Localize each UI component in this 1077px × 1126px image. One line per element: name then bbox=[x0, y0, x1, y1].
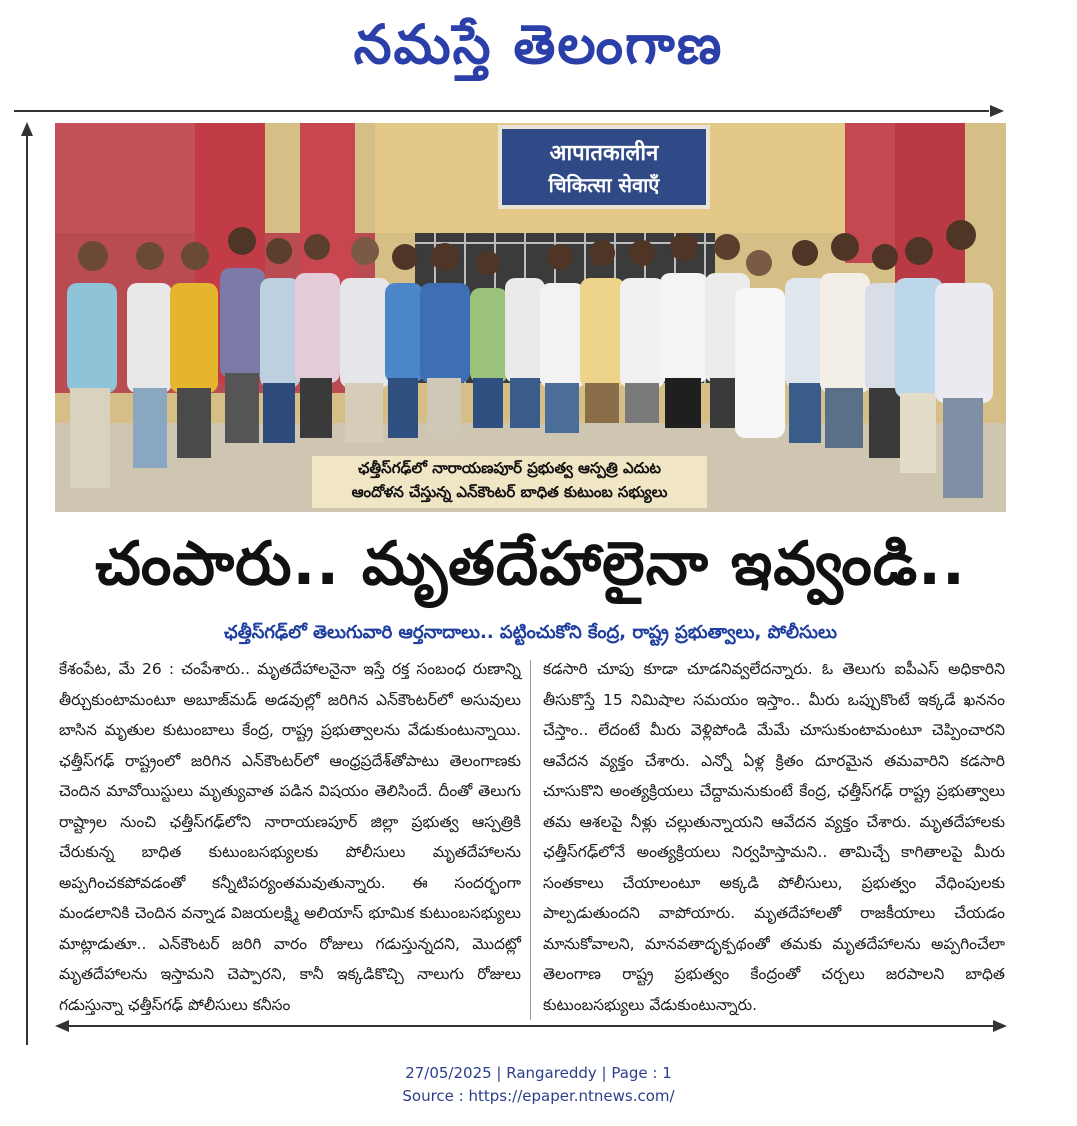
footer-edition-info: 27/05/2025 | Rangareddy | Page : 1 bbox=[405, 1064, 672, 1082]
article-headline: చంపారు.. మృతదేహాలైనా ఇవ్వండి.. bbox=[95, 529, 966, 599]
bottom-rule bbox=[68, 1025, 993, 1027]
article-column-left: కేశంపేట, మే 26 : చంపేశారు.. మృతదేహాలనైనా ఇస్తే రక్త సంబంధ రుణాన్ని తీర్చుకుంటామంటూ అబూజ్‌మడ్ అడవుల్లో జరిగిన ఎన్‌కౌంటర్‌లో అసువులు బాసిన మృతుల కుటుంబాలు కేంద్ర, రాష్ట్ర ప్రభుత్వాలను వేడుకుంటున్నాయి. ఛత్తీస్‌గఢ్ రాష్ట్రంలో జరిగిన ఎన్‌కౌంటర్‌లో ఆంధ్రప్రదేశ్‌తోపాటు తెలంగాణకు చెందిన మావోయిస్టులు మృత్యువాత పడిన విషయం తెలిసిందే. దీంతో తెలుగు రాష్ట్రాల నుంచి ఛత్తీస్‌గఢ్‌లోని నారాయణపూర్ జిల్లా ప్రభుత్వ ఆస్పత్రికి చేరుకున్న బాధిత కుటుంబసభ్యులకు పోలీసులు మృతదేహాలను అప్పగించకపోవడంతో కన్నీటిపర్యంతమవుతున్నారు. ఈ సందర్భంగా మండలానికి చెందిన వన్నాడ విజయలక్ష్మి అలియాస్ భూమిక కుటుంబసభ్యులు మాట్లాడుతూ.. ఎన్‌కౌంటర్ జరిగి వారం రోజులు గడుస్తున్నదని, మొదట్లో మృతదేహాలను ఇస్తామని చెప్పారని, కానీ ఇక్కడికొచ్చి నాలుగు రోజులు గడుస్తున్నా ఛత్తీస్‌గఢ్ పోలీసులు కనీసం bbox=[59, 660, 521, 1014]
left-rule-arrow-icon bbox=[21, 122, 33, 136]
news-photo bbox=[55, 123, 1006, 512]
left-rule bbox=[26, 135, 28, 1045]
top-rule-arrow-icon bbox=[990, 105, 1004, 117]
bottom-rule-left-arrow-icon bbox=[55, 1020, 69, 1032]
sign-line-2: चिकित्सा सेवाएँ bbox=[548, 173, 660, 197]
article-subhead: ఛత్తీస్‌గఢ్‌లో తెలుగువారి ఆర్తనాదాలు.. పట్టించుకోని కేంద్ర, రాష్ట్ర ప్రభుత్వాలు, పోలీసులు bbox=[224, 622, 837, 643]
caption-line-2: ఆందోళన చేస్తున్న ఎన్‌కౌంటర్ బాధిత కుటుంబ సభ్యులు bbox=[351, 483, 668, 501]
photo-caption bbox=[312, 456, 707, 508]
masthead-title: నమస్తే తెలంగాణ bbox=[353, 12, 724, 76]
sign-line-1: आपातकालीन bbox=[549, 141, 659, 166]
column-divider bbox=[530, 660, 531, 1020]
footer-source: Source : https://epaper.ntnews.com/ bbox=[402, 1087, 675, 1105]
caption-line-1: ఛత్తీస్‌గఢ్‌లో నారాయణపూర్ ప్రభుత్వ ఆస్పత్రి ఎదుట bbox=[358, 459, 661, 477]
hospital-sign bbox=[498, 125, 710, 209]
top-rule bbox=[14, 110, 989, 112]
bottom-rule-right-arrow-icon bbox=[993, 1020, 1007, 1032]
article-column-right: కడసారి చూపు కూడా చూడనివ్వలేదన్నారు. ఓ తెలుగు ఐపీఎస్ అధికారిని తీసుకొస్తే 15 నిమిషాల సమయం ఇస్తాం.. మీరు ఒప్పుకొంటే ఇక్కడే ఖననం చేస్తాం.. లేదంటే మీరు వెళ్లిపోండి మేమే చూసుకుంటామంటూ చెప్పించారని ఆవేదన వ్యక్తం చేశారు. ఎన్నో ఏళ్ల క్రితం దూరమైన తమవారిని కడసారి చూసుకొని అంత్యక్రియలు చేద్దామనుకుంటే కేంద్ర, ఛత్తీస్‌గఢ్ రాష్ట్ర ప్రభుత్వాలు తమ ఆశలపై నీళ్లు చల్లుతున్నాయని ఆవేదన వ్యక్తం చేశారు. మృతదేహాలకు ఛత్తీస్‌గఢ్‌లోనే అంత్యక్రియలు నిర్వహిస్తామని.. తామిచ్చే కాగితాలపై మీరు సంతకాలు చేయాలంటూ అక్కడి పోలీసులు, ప్రభుత్వం వేధింపులకు పాల్పడుతుందని వాపోయారు. మృతదేహాలతో రాజకీయాలు చేయడం మానుకోవాలని, మానవతాదృక్పథంతో తమకు మృతదేహాలను అప్పగించేలా తెలంగాణ రాష్ట్ర ప్రభుత్వం కేంద్రంతో చర్చలు జరపాలని బాధిత కుటుంబసభ్యులు వేడుకుంటున్నారు. bbox=[543, 660, 1005, 1014]
